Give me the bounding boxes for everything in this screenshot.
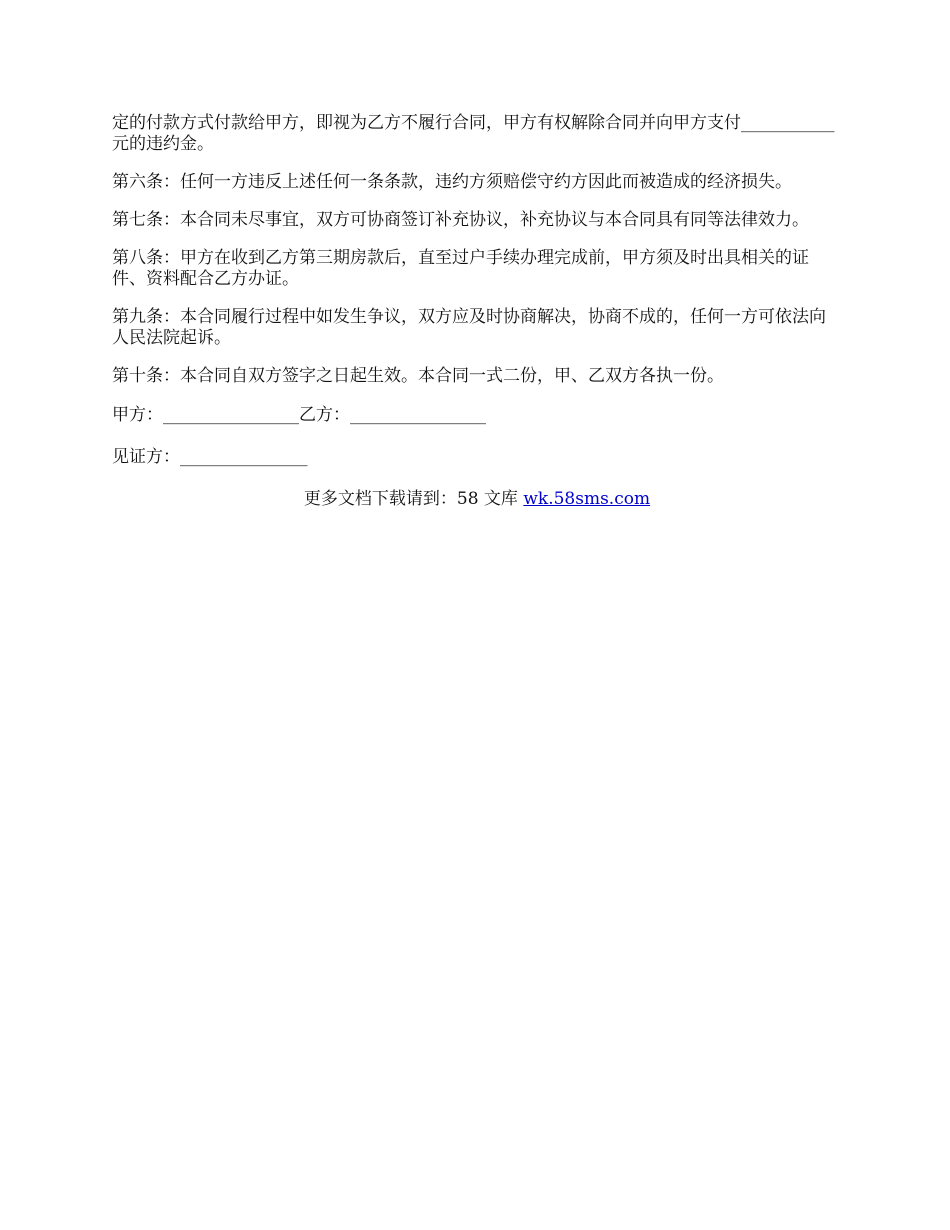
clause-paragraph-continued: 定的付款方式付款给甲方，即视为乙方不履行合同，甲方有权解除合同并向甲方支付___________元的违约金。 — [112, 113, 835, 154]
document-footer — [112, 488, 842, 510]
footer-text: 更多文档下载请到：58 文库 — [303, 489, 524, 509]
clause-ten: 第十条：本合同自双方签字之日起生效。本合同一式二份，甲、乙双方各执一份。 — [112, 366, 724, 386]
footer-link[interactable]: wk.58sms.com — [523, 489, 651, 509]
party-a-signature: 甲方：________________ — [112, 405, 299, 425]
clause-seven: 第七条：本合同未尽事宜，双方可协商签订补充协议，补充协议与本合同具有同等法律效力。 — [112, 210, 809, 230]
document-page — [112, 113, 842, 510]
clause-nine: 第九条：本合同履行过程中如发生争议，双方应及时协商解决，协商不成的，任何一方可依法向人民法院起诉。 — [112, 307, 826, 348]
clause-six: 第六条：任何一方违反上述任何一条条款，违约方须赔偿守约方因此而被造成的经济损失。 — [112, 172, 792, 192]
clause-eight: 第八条：甲方在收到乙方第三期房款后，直至过户手续办理完成前，甲方须及时出具相关的证件、资料配合乙方办证。 — [112, 248, 809, 289]
witness-signature: 见证方：_______________ — [112, 447, 308, 467]
signature-line-parties — [112, 404, 842, 426]
party-b-signature: 乙方：________________ — [299, 405, 486, 425]
